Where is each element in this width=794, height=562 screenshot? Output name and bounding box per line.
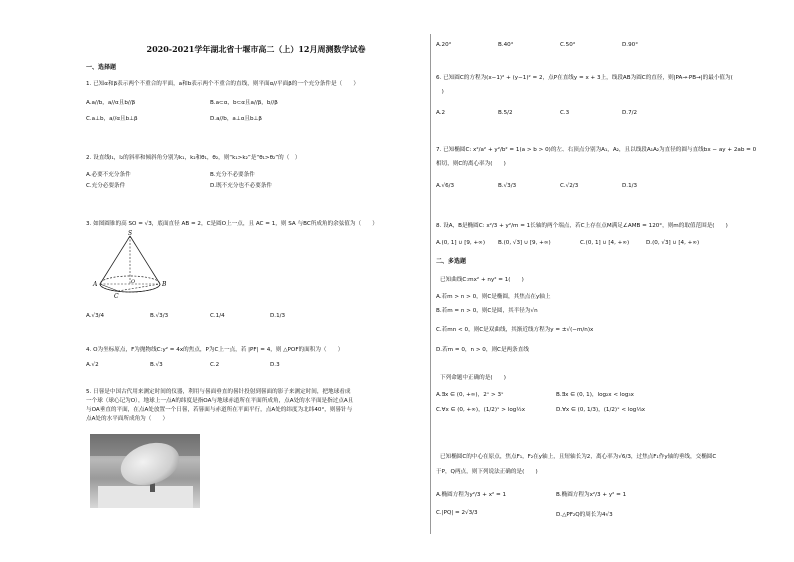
q9-stem: 已知曲线C:mx² + ny² = 1( ) (440, 277, 524, 283)
q9-option-a: A.若m > n > 0，则C是椭圆，其焦点在y轴上 (436, 294, 551, 300)
q10-option-c: C.∀x ∈ (0, +∞)，(1/2)ˣ > log½x (436, 407, 526, 413)
q5-option-c: C.50° (560, 42, 576, 48)
q6-line2: ) (436, 89, 444, 95)
section-multi: 二、多选题 (436, 258, 467, 265)
q5-option-b: B.40° (498, 42, 514, 48)
q6-line1: 6. 已知圆C的方程为(x−1)² + (y−1)² = 2，点P在直线y = x + 3上，线段AB为圆C的直径，则|PA→·PB→|的最小值为( (436, 75, 733, 81)
q6-option-a: A.2 (436, 110, 446, 116)
q11-option-c: C.|PQ| = 2√3/3 (436, 510, 478, 516)
q7-line1: 7. 已知椭圆C: x²/a² + y²/b² = 1(a > b > 0)的左、右顶点分别为A₁，A₂，且以线段A₁A₂为直径的圆与直线bx − ay + 2ab = 0 (436, 147, 757, 153)
q10-option-d: D.∀x ∈ (0, 1/3)，(1/2)ˣ < log⅓x (556, 407, 646, 413)
q1-stem: 1. 已知α和β表示两个不重合的平面，a和b表示两个不重合的直线，则平面α//平面β的一个充分条件是（ ） (86, 81, 359, 87)
q5-option-a: A.20° (436, 42, 452, 48)
q9-option-b: B.若m = n > 0，则C是圆，其半径为√n (436, 308, 538, 314)
q6-option-d: D.7/2 (622, 110, 638, 116)
q1-option-a: A.a//b，a//α且b//β (86, 100, 136, 106)
q10-option-b: B.∃x ∈ (0, 1)，log₂x < log₃x (556, 392, 634, 398)
q4-option-d: D.3 (270, 362, 280, 368)
q11-option-a: A.椭圆方程为y²/3 + x² = 1 (436, 492, 507, 498)
q7-option-a: A.√6/3 (436, 183, 455, 189)
q5-line3: 与OA垂直的平面，在点A处放置一个日晷，若晷面与赤道所在平面平行，点A处的纬度为北纬40°，则晷针与 (86, 407, 353, 413)
q8-stem: 8. 设A，B是椭圆C: x²/3 + y²/m = 1长轴的两个端点，若C上存在点M满足∠AMB = 120°，则m的取值范围是( ) (436, 223, 728, 229)
q8-option-b: B.(0, √3] ∪ [9, +∞) (498, 240, 551, 246)
q8-option-d: D.(0, √3] ∪ [4, +∞) (646, 240, 700, 246)
q2-option-a: A.必要不充分条件 (86, 172, 131, 178)
q4-option-c: C.2 (210, 362, 220, 368)
q9-option-d: D.若m = 0，n > 0，则C是两条直线 (436, 347, 529, 353)
right-column (436, 0, 766, 562)
q11-option-d: D.△PF₂Q的周长为4√3 (556, 512, 613, 518)
page-title: 2020-2021学年湖北省十堰市高二（上）12月周测数学试卷 (146, 44, 366, 54)
fig-label-o: O (131, 279, 136, 285)
q10-stem: 下列命题中正确的是( ) (440, 375, 506, 381)
sundial-photo (90, 434, 200, 508)
q11-line2: 于P，Q两点，则下列说法正确的是( ) (436, 469, 538, 475)
fig-label-s: S (128, 230, 133, 237)
q7-option-d: D.1/3 (622, 183, 638, 189)
column-divider (430, 34, 431, 534)
fig-label-c: C (114, 293, 119, 300)
fig-label-a: A (93, 281, 98, 288)
q10-option-a: A.∃x ∈ (0, +∞)，2ˣ > 3ˣ (436, 392, 504, 398)
q5-line1: 5. 日晷是中国古代用来测定时间的仪器，利用与晷面垂直的晷针投射到晷面的影子来测定时间，把地球看成 (86, 389, 351, 395)
q6-option-c: C.3 (560, 110, 570, 116)
q1-option-d: D.a//b，a⊥α且b⊥β (210, 116, 263, 122)
cone-figure (90, 228, 170, 300)
q2-option-d: D.既不充分也不必要条件 (210, 183, 273, 189)
q5-line4: 点A处的水平面所成角为（ ） (86, 416, 169, 422)
q5-option-d: D.90° (622, 42, 639, 48)
q5-line2: 一个球（球心记为O），地球上一点A的纬度是指OA与地球赤道所在平面所成角，点A处的水平面是指过点A且 (86, 398, 354, 404)
fig-label-b: B (162, 281, 167, 288)
q8-option-c: C.(0, 1] ∪ [4, +∞) (580, 240, 630, 246)
q9-option-c: C.若mn < 0，则C是双曲线，其渐近线方程为y = ±√(−m/n)x (436, 327, 594, 333)
q2-option-b: B.充分不必要条件 (210, 172, 255, 178)
q3-option-d: D.1/3 (270, 313, 286, 319)
q4-stem: 4. O为坐标原点，F为抛物线C:y² = 4x的焦点，P为C上一点，若 |PF| = 4，则 △POF的面积为（ ） (86, 347, 344, 353)
q2-option-c: C.充分必要条件 (86, 183, 126, 189)
q1-option-c: C.a⊥b，a//α且b⊥β (86, 116, 138, 122)
section-choice: 一、选择题 (86, 64, 117, 71)
q4-option-b: B.√3 (150, 362, 163, 368)
q3-option-c: C.1/4 (210, 313, 225, 319)
q7-option-c: C.√2/3 (560, 183, 579, 189)
q2-stem: 2. 设直线l₁，l₂的斜率和倾斜角分别为k₁，k₂和θ₁，θ₂，则“k₁>k₂”是“θ₁>θ₂”的（ ） (86, 155, 301, 161)
q3-stem: 3. 如图圆锥的高 SO = √3，底面直径 AB = 2，C是圆O上一点，且 AC = 1，则 SA 与BC所成角的余弦值为（ ） (86, 221, 378, 227)
q3-option-b: B.√3/3 (150, 313, 169, 319)
q1-option-b: B.a⊂α，b⊂α且a//β，b//β (210, 100, 278, 106)
q8-option-a: A.(0, 1] ∪ [9, +∞) (436, 240, 486, 246)
q4-option-a: A.√2 (86, 362, 99, 368)
q7-option-b: B.√3/3 (498, 183, 517, 189)
q6-option-b: B.5/2 (498, 110, 513, 116)
q11-option-b: B.椭圆方程为x²/3 + y² = 1 (556, 492, 627, 498)
q7-line2: 相切，则C的离心率为( ) (436, 161, 506, 167)
q11-line1: 已知椭圆C的中心在原点，焦点F₁，F₂在y轴上，且短轴长为2，离心率为√6/3，过焦点F₁作y轴的垂线，交椭圆C (440, 454, 717, 460)
q3-option-a: A.√3/4 (86, 313, 105, 319)
